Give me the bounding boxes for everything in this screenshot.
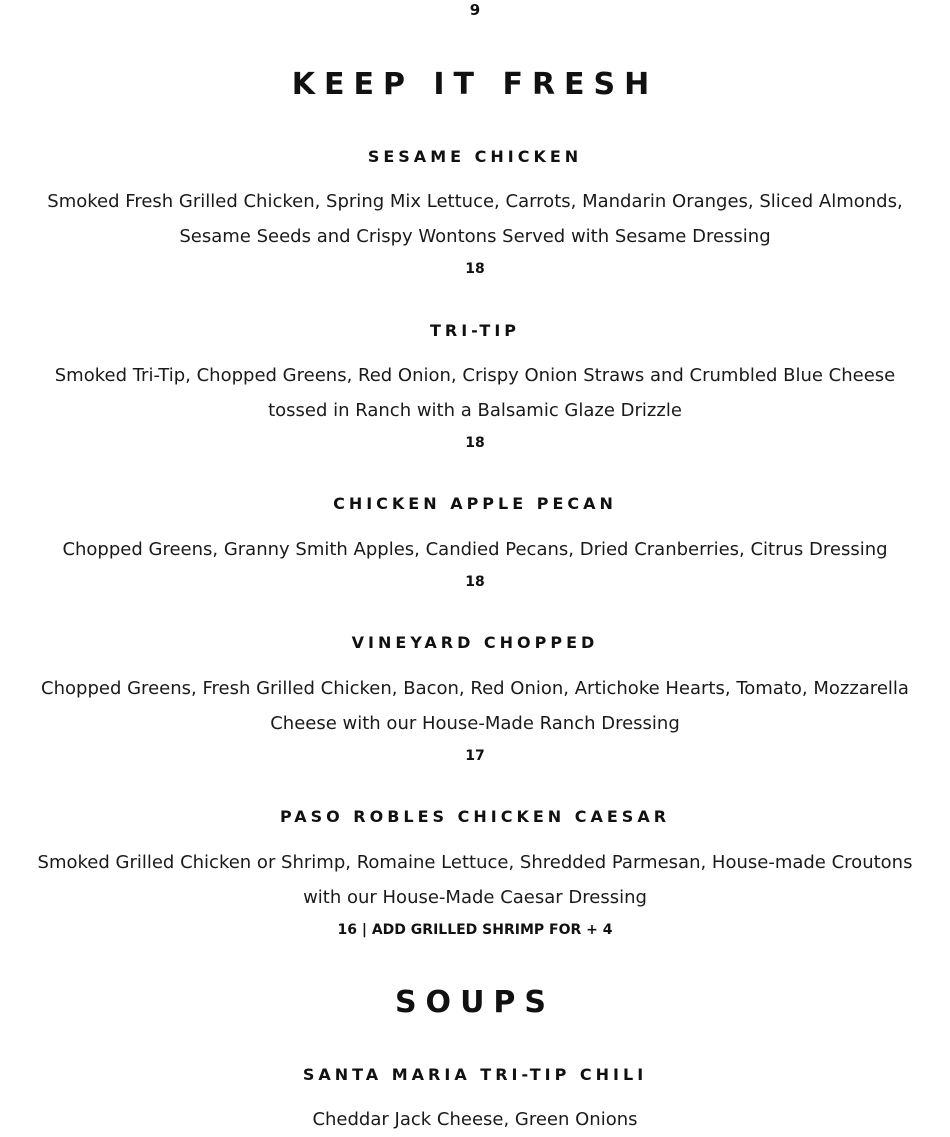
item-description: Chopped Greens, Granny Smith Apples, Candied Pecans, Dried Cranberries, Citrus Dressing: [62, 539, 888, 560]
menu-item-vineyard-chopped: [0, 632, 950, 766]
item-description: Smoked Tri-Tip, Chopped Greens, Red Onion, Crispy Onion Straws and Crumbled Blue Cheese tossed in Ranch with a Balsamic Glaze Drizzle: [54, 365, 896, 421]
item-price: 18: [465, 435, 485, 451]
menu-item-chicken-apple-pecan: [0, 493, 950, 592]
item-price: 17: [465, 748, 485, 764]
item-price: 18: [465, 574, 485, 590]
menu-item-tri-tip: [0, 320, 950, 453]
item-description: Cheddar Jack Cheese, Green Onions: [312, 1109, 638, 1130]
item-price: 18: [465, 261, 485, 277]
item-description: Smoked Grilled Chicken or Shrimp, Romaine Lettuce, Shredded Parmesan, House-made Croutons with our House-Made Caesar Dressing: [37, 852, 913, 908]
item-price: 16 | ADD GRILLED SHRIMP FOR + 4: [337, 922, 613, 938]
menu-item-sesame-chicken: [0, 146, 950, 279]
item-description: Chopped Greens, Fresh Grilled Chicken, Bacon, Red Onion, Artichoke Hearts, Tomato, Mozzarella Cheese with our House-Made Ranch Dressing: [41, 678, 909, 734]
item-description: Smoked Fresh Grilled Chicken, Spring Mix Lettuce, Carrots, Mandarin Oranges, Sliced Almonds, Sesame Seeds and Crispy Wontons Served with Sesame Dressing: [47, 191, 903, 247]
item-price: 9: [469, 1, 481, 19]
section-title-keep-it-fresh: KEEP IT FRESH: [291, 67, 659, 102]
item-name: TRI-TIP: [429, 321, 521, 340]
section-title-soups: SOUPS: [394, 985, 556, 1020]
menu-item-paso-robles-chicken-caesar: [0, 806, 950, 940]
item-name: SANTA MARIA TRI-TIP CHILI: [302, 1065, 648, 1084]
item-name: VINEYARD CHOPPED: [351, 633, 599, 652]
item-name: PASO ROBLES CHICKEN CAESAR: [279, 807, 671, 826]
menu-item-santa-maria-tri-tip-chili: [0, 1064, 950, 1137]
item-name: SESAME CHICKEN: [367, 147, 583, 166]
item-name: CHICKEN APPLE PECAN: [333, 494, 617, 513]
